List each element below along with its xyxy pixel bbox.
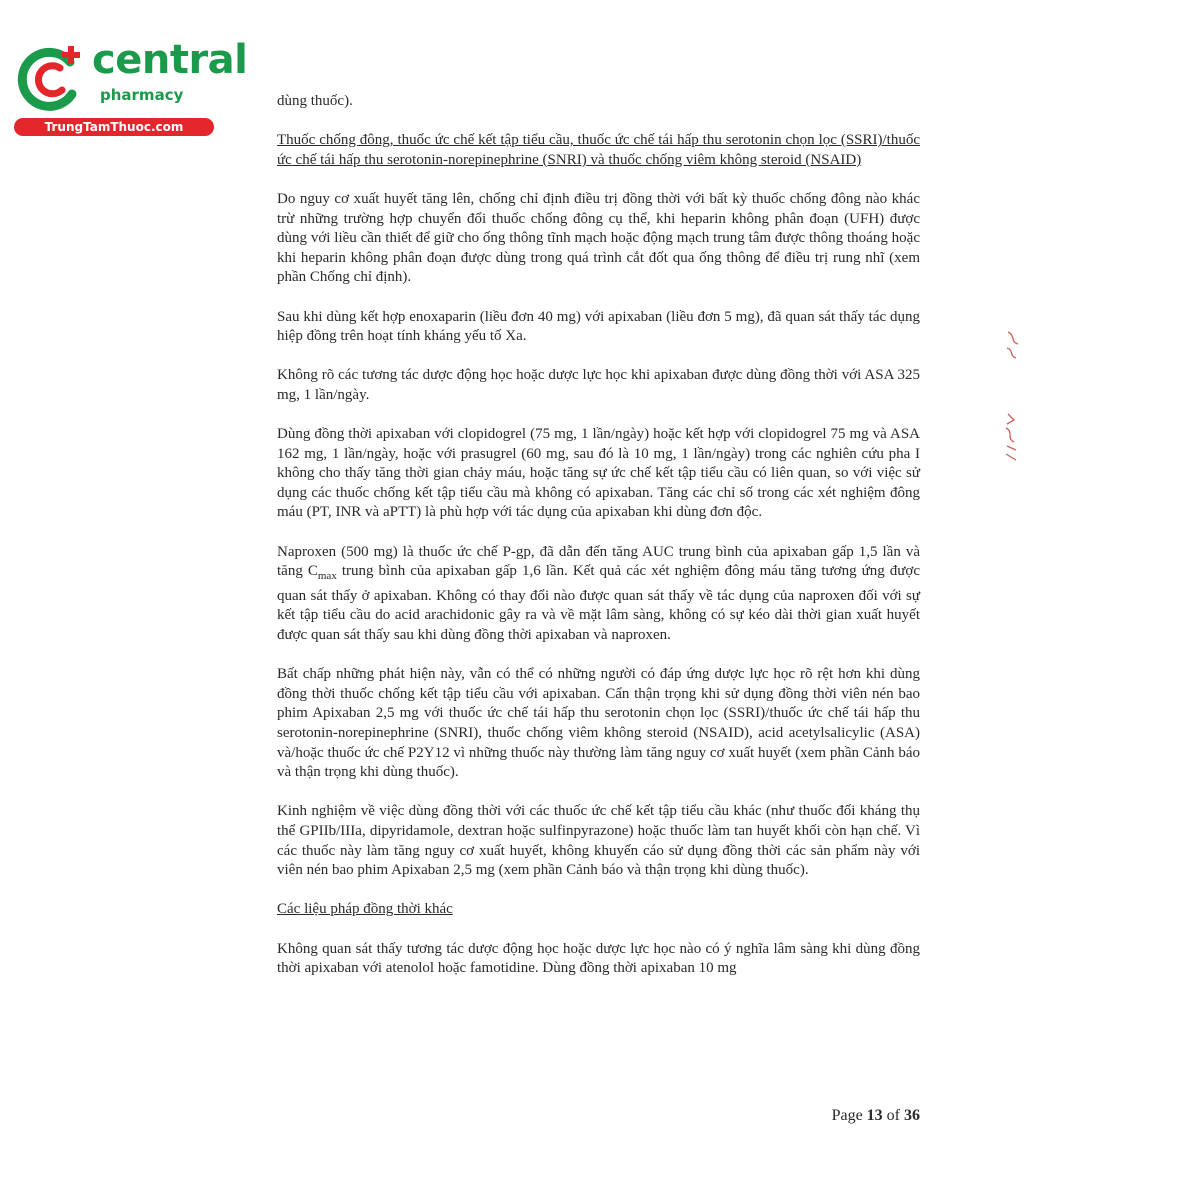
- handwritten-mark-2: [1002, 412, 1022, 466]
- total-pages: 36: [904, 1107, 920, 1124]
- section-heading-anticoagulants: Thuốc chống đông, thuốc ức chế kết tập tiểu cầu, thuốc ức chế tái hấp thu serotonin chọn lọc (SSRI)/thuốc ức chế tái hấp thu serotonin-norepinephrine (SNRI) và thuốc chống viêm không steroid (NSAID): [277, 132, 920, 168]
- paragraph-continuation: dùng thuốc).: [277, 93, 353, 109]
- paragraph-bleeding-risk: Do nguy cơ xuất huyết tăng lên, chống chỉ định điều trị đồng thời với bất kỳ thuốc chống đông nào khác trừ những trường hợp chuyển đổi thuốc chống đông cụ thể, khi heparin không phân đoạn (UFH) được dùng với liều cần thiết để giữ cho ống thông tĩnh mạch hoặc động mạch trung tâm được thông thoáng hoặc khi heparin không phân đoạn được dùng trong quá trình cắt đốt qua ống thông để điều trị rung nhĩ (xem phần Chống chỉ định).: [277, 190, 920, 286]
- document-body: [277, 92, 920, 979]
- current-page: 13: [866, 1107, 883, 1124]
- handwritten-mark-2-icon: [1002, 412, 1022, 462]
- pharmacy-logo-mark-icon: [12, 42, 86, 116]
- paragraph-clopidogrel: Dùng đồng thời apixaban với clopidogrel (75 mg, 1 lần/ngày) hoặc kết hợp với clopidogrel 75 mg và ASA 162 mg, 1 lần/ngày, hoặc với prasugrel (60 mg, sau đó là 10 mg, 1 lần/ngày) trong các nghiên cứu pha I không cho thấy tăng thời gian chảy máu, hoặc tăng sự ức chế kết tập tiểu cầu có liên quan, so với việc sử dụng các thuốc chống kết tập tiểu cầu mà không có apixaban. Tăng các chỉ số trong các xét nghiệm đông máu (PT, INR và aPTT) là phù hợp với tác dụng của apixaban khi dùng đơn độc.: [277, 426, 920, 521]
- logo-name: central: [92, 37, 248, 83]
- page-of: of: [882, 1107, 904, 1124]
- page-label: Page: [831, 1107, 867, 1124]
- paragraph-antiplatelet-experience: Kinh nghiệm về việc dùng đồng thời với các thuốc ức chế kết tập tiểu cầu khác (như thuốc đối kháng thụ thể GPIIb/IIIa, dipyridamole, dextran hoặc sulfinpyrazone) hoặc thuốc làm tan huyết khối còn hạn chế. Vì các thuốc này làm tăng nguy cơ xuất huyết, không khuyến cáo sử dụng đồng thời các sản phẩm này với viên nén bao phim Apixaban 2,5 mg (xem phần Cảnh báo và thận trọng khi dùng thuốc).: [277, 803, 920, 879]
- paragraph-caution: Bất chấp những phát hiện này, vẫn có thể có những người có đáp ứng dược lực học rõ rệt hơn khi dùng đồng thời thuốc chống kết tập tiểu cầu với apixaban. Cẩn thận trọng khi sử dụng đồng thời viên nén bao phim Apixaban 2,5 mg với thuốc ức chế tái hấp thu serotonin chọn lọc (SSRI)/thuốc ức chế tái hấp thu serotonin-norepinephrine (SNRI), thuốc chống viêm không steroid (NSAID), acid acetylsalicylic (ASA) và/hoặc thuốc ức chế P2Y12 vì những thuốc này thường làm tăng nguy cơ xuất huyết (xem phần Cảnh báo và thận trọng khi dùng thuốc).: [277, 666, 920, 781]
- page-number: [600, 1107, 920, 1125]
- paragraph-enoxaparin: Sau khi dùng kết hợp enoxaparin (liều đơn 40 mg) với apixaban (liều đơn 5 mg), đã quan sát thấy tác dụng hiệp đồng trên hoạt tính kháng yếu tố Xa.: [277, 308, 920, 345]
- cmax-subscript: max: [317, 570, 337, 583]
- logo-subtitle: pharmacy: [100, 86, 184, 104]
- paragraph-atenolol-famotidine: Không quan sát thấy tương tác dược động học hoặc dược lực học nào có ý nghĩa lâm sàng khi dùng đồng thời apixaban với atenolol hoặc famotidine. Dùng đồng thời apixaban 10 mg: [277, 940, 920, 977]
- paragraph-asa: Không rõ các tương tác dược động học hoặc dược lực học khi apixaban được dùng đồng thời với ASA 325 mg, 1 lần/ngày.: [277, 367, 920, 403]
- naproxen-text-a: Naproxen (500 mg) là thuốc ức chế P-gp, đã dẫn đến tăng AUC trung bình của apixaban gấp 1,5 lần và tăng C: [277, 543, 920, 580]
- handwritten-mark: [1004, 330, 1024, 370]
- handwritten-mark-icon: [1004, 330, 1024, 366]
- logo-url-banner: TrungTamThuoc.com: [14, 118, 214, 136]
- paragraph-naproxen: [277, 543, 920, 646]
- central-pharmacy-logo: [8, 37, 248, 138]
- section-heading-other-therapies: Các liệu pháp đồng thời khác: [277, 901, 453, 918]
- naproxen-text-b: trung bình của apixaban gấp 1,6 lần. Kết quả các xét nghiệm đông máu tăng tương ứng được quan sát thấy ở apixaban. Không có thay đổi nào được quan sát thấy về tác dụng của naproxen đối với sự kết tập tiểu cầu do acid arachidonic gây ra và về mặt lâm sàng, không có sự kéo dài thời gian xuất huyết được quan sát thấy sau khi dùng đồng thời apixaban và naproxen.: [277, 563, 920, 644]
